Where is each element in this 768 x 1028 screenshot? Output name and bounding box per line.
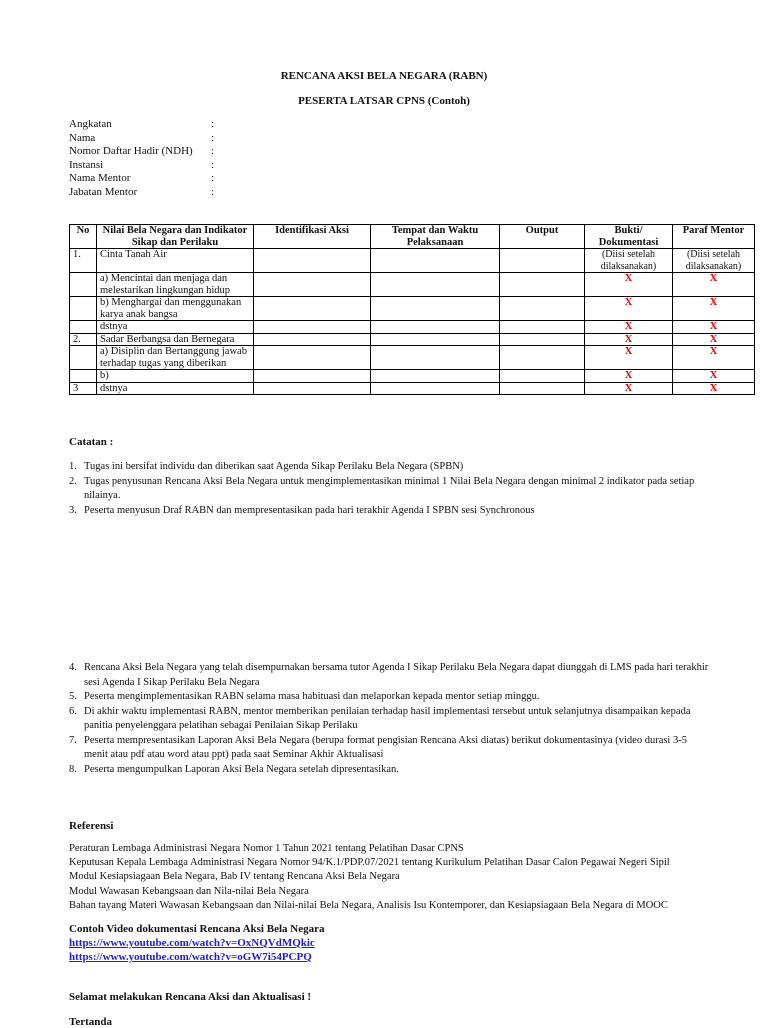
- row-nilai: dstnya: [97, 321, 254, 334]
- row-no: [70, 346, 97, 370]
- identifikasi-cell[interactable]: [254, 297, 371, 321]
- paraf-mark-x: X: [673, 382, 755, 395]
- identity-colon: :: [211, 158, 215, 171]
- column-header-bukti: Bukti/ Dokumentasi: [585, 225, 673, 249]
- bukti-mark-x: X: [585, 382, 673, 395]
- note-text: Peserta mempresentasikan Laporan Aksi Bela Negara (berupa format pengisian Rencana Aksi diatas) berikut dokumentasinya (video durasi 3-5 menit atau pdf atau word atau ppt) pada saat Seminar Akhir Aktualisasi: [84, 734, 687, 760]
- identity-block: [69, 118, 221, 199]
- bukti-mark-x: X: [585, 333, 673, 346]
- list-item: [69, 763, 709, 778]
- identifikasi-cell[interactable]: [254, 370, 371, 383]
- identity-label: Angkatan: [69, 118, 112, 130]
- column-header-identifikasi: Identifikasi Aksi: [254, 225, 371, 249]
- tempat-waktu-cell[interactable]: [371, 249, 500, 273]
- identifikasi-cell[interactable]: [254, 346, 371, 370]
- tempat-waktu-cell[interactable]: [371, 370, 500, 383]
- reference-item: Keputusan Kepala Lembaga Administrasi Negara Nomor 94/K.1/PDP.07/2021 tentang Kurikulum Pelatihan Dasar Calon Pegawai Negeri Sipil: [69, 857, 670, 869]
- row-nilai: Cinta Tanah Air: [97, 249, 254, 273]
- identity-colon: :: [211, 185, 215, 198]
- notes-list-first: [69, 460, 709, 518]
- table-row: [70, 321, 755, 334]
- tempat-waktu-cell[interactable]: [371, 321, 500, 334]
- identity-colon: :: [211, 118, 215, 130]
- identity-row-angkatan: [69, 118, 221, 132]
- row-nilai: a) Mencintai dan menjaga dan melestarikan lingkungan hidup: [97, 273, 254, 297]
- identifikasi-cell[interactable]: [254, 333, 371, 346]
- output-cell[interactable]: [500, 273, 585, 297]
- note-text: Peserta menyusun Draf RABN dan mempresentasikan pada hari terakhir Agenda I SPBN sesi Synchronous: [84, 504, 535, 516]
- reference-item: Modul Wawasan Kebangsaan dan Nila-nilai Bela Negara: [69, 885, 309, 897]
- tempat-waktu-cell[interactable]: [371, 346, 500, 370]
- row-no: [70, 273, 97, 297]
- note-number: 6.: [69, 705, 77, 717]
- closing-message: Selamat melakukan Rencana Aksi dan Aktualisasi !: [69, 991, 312, 1003]
- note-text: Peserta mengumpulkan Laporan Aksi Bela Negara setelah dipresentasikan.: [84, 763, 399, 775]
- identity-colon: :: [211, 131, 215, 144]
- youtube-link-1[interactable]: https://www.youtube.com/watch?v=OxNQVdMQkic: [69, 937, 315, 949]
- note-number: 3.: [69, 504, 77, 516]
- list-item: [69, 475, 709, 504]
- column-header-nilai: Nilai Bela Negara dan Indikator Sikap dan Perilaku: [97, 225, 254, 249]
- bukti-mark-x: X: [585, 346, 673, 370]
- identity-colon: :: [211, 172, 215, 184]
- list-item: [69, 734, 709, 763]
- note-number: 5.: [69, 691, 77, 702]
- column-header-output: Output: [500, 225, 585, 249]
- row-nilai: b) Menghargai dan menggunakan karya anak bangsa: [97, 297, 254, 321]
- row-nilai: Sadar Berbangsa dan Bernegara: [97, 333, 254, 346]
- identifikasi-cell[interactable]: [254, 321, 371, 334]
- document-subtitle: PESERTA LATSAR CPNS (Contoh): [298, 95, 470, 107]
- referensi-heading: Referensi: [69, 820, 114, 832]
- document-title: RENCANA AKSI BELA NEGARA (RABN): [280, 70, 488, 82]
- list-item: [69, 690, 709, 705]
- output-cell[interactable]: [500, 382, 585, 395]
- tempat-waktu-cell[interactable]: [371, 273, 500, 297]
- bukti-cell: (Diisi setelah dilaksanakan): [585, 249, 673, 273]
- row-no: 1.: [70, 249, 97, 273]
- table-row: [70, 346, 755, 370]
- output-cell[interactable]: [500, 249, 585, 273]
- list-item: [69, 460, 709, 475]
- note-number: 2.: [69, 475, 77, 487]
- paraf-cell: (Diisi setelah dilaksanakan): [673, 249, 755, 273]
- identity-row-nama-mentor: [69, 172, 221, 186]
- bukti-mark-x: X: [585, 297, 673, 321]
- video-heading: Contoh Video dokumentasi Rencana Aksi Bela Negara: [69, 923, 325, 935]
- identity-colon: :: [211, 145, 215, 157]
- rabn-table: [69, 224, 755, 395]
- row-no: 3: [70, 382, 97, 395]
- identity-row-nama: [69, 132, 221, 146]
- row-nilai: b): [97, 370, 254, 383]
- note-number: 1.: [69, 461, 77, 472]
- note-text: Tugas penyusunan Rencana Aksi Bela Negara untuk mengimplementasikan minimal 1 Nilai Bela Negara dengan minimal 2 indikator pada setiap nilainya.: [84, 475, 695, 501]
- output-cell[interactable]: [500, 321, 585, 334]
- identity-row-instansi: [69, 159, 221, 173]
- identifikasi-cell[interactable]: [254, 249, 371, 273]
- output-cell[interactable]: [500, 346, 585, 370]
- list-item: [69, 705, 709, 734]
- bukti-mark-x: X: [585, 370, 673, 383]
- table-row: [70, 382, 755, 395]
- tempat-waktu-cell[interactable]: [371, 297, 500, 321]
- note-number: 7.: [69, 734, 77, 746]
- tempat-waktu-cell[interactable]: [371, 333, 500, 346]
- column-header-no: No: [70, 225, 97, 249]
- row-no: [70, 321, 97, 334]
- note-text: Rencana Aksi Bela Negara yang telah disempurnakan bersama tutor Agenda I Sikap Perilaku Bela Negara dapat diunggah di LMS pada hari terakhir sesi Agenda I Sikap Perilaku Bela Negara: [84, 662, 709, 688]
- notes-list-second: [69, 661, 709, 777]
- youtube-link-2[interactable]: https://www.youtube.com/watch?v=oGW7i54PCPQ: [69, 951, 312, 963]
- list-item: [69, 504, 709, 519]
- table-row: [70, 333, 755, 346]
- paraf-mark-x: X: [673, 333, 755, 346]
- note-number: 4.: [69, 662, 77, 673]
- reference-item: Peraturan Lembaga Administrasi Negara Nomor 1 Tahun 2021 tentang Pelatihan Dasar CPNS: [69, 843, 464, 854]
- reference-item: Bahan tayang Materi Wawasan Kebangsaan dan Nilai-nilai Bela Negara, Analisis Isu Kontemporer, dan Kesiapsiagaan Bela Negara di MOOC: [69, 899, 668, 911]
- table-row: [70, 249, 755, 273]
- note-number: 8.: [69, 763, 77, 775]
- identity-row-ndh: [69, 145, 221, 159]
- row-no: [70, 370, 97, 383]
- row-no: [70, 297, 97, 321]
- table-row: [70, 370, 755, 383]
- table-header-row: [70, 225, 755, 249]
- identity-label: Nama Mentor: [69, 172, 131, 184]
- paraf-mark-x: X: [673, 321, 755, 334]
- identity-label: Nama: [69, 131, 96, 144]
- column-header-paraf: Paraf Mentor: [673, 225, 755, 249]
- list-item: [69, 661, 709, 690]
- table-row: [70, 297, 755, 321]
- row-nilai: a) Disiplin dan Bertanggung jawab terhadap tugas yang diberikan: [97, 346, 254, 370]
- paraf-mark-x: X: [673, 370, 755, 383]
- identifikasi-cell[interactable]: [254, 382, 371, 395]
- paraf-mark-x: X: [673, 346, 755, 370]
- row-nilai: dstnya: [97, 382, 254, 395]
- row-no: 2.: [70, 333, 97, 346]
- table-row: [70, 273, 755, 297]
- output-cell[interactable]: [500, 333, 585, 346]
- identity-row-jabatan-mentor: [69, 186, 221, 200]
- identity-label: Instansi: [69, 158, 104, 171]
- reference-item: Modul Kesiapsiagaan Bela Negara, Bab IV tentang Rencana Aksi Bela Negara: [69, 871, 400, 883]
- reference-list: [69, 842, 709, 913]
- catatan-heading: Catatan :: [69, 436, 114, 448]
- identifikasi-cell[interactable]: [254, 273, 371, 297]
- bukti-mark-x: X: [585, 273, 673, 297]
- identity-label: Nomor Daftar Hadir (NDH): [69, 145, 193, 157]
- column-header-tempat-waktu: Tempat dan Waktu Pelaksanaan: [371, 225, 500, 249]
- identity-label: Jabatan Mentor: [69, 185, 138, 198]
- tertanda-label: Tertanda: [69, 1016, 112, 1028]
- bukti-mark-x: X: [585, 321, 673, 334]
- output-cell[interactable]: [500, 297, 585, 321]
- note-text: Di akhir waktu implementasi RABN, mentor memberikan penilaian terhadap hasil implementasi tersebut untuk selanjutnya disampaikan kepada panitia penyelenggara pelatihan sebagai Penilaian Sikap Perilaku: [84, 705, 691, 731]
- output-cell[interactable]: [500, 370, 585, 383]
- paraf-mark-x: X: [673, 273, 755, 297]
- note-text: Peserta mengimplementasikan RABN selama masa habituasi dan melaporkan kepada mentor setiap minggu.: [84, 691, 540, 702]
- paraf-mark-x: X: [673, 297, 755, 321]
- note-text: Tugas ini bersifat individu dan diberikan saat Agenda Sikap Perilaku Bela Negara (SPBN): [84, 461, 464, 472]
- tempat-waktu-cell[interactable]: [371, 382, 500, 395]
